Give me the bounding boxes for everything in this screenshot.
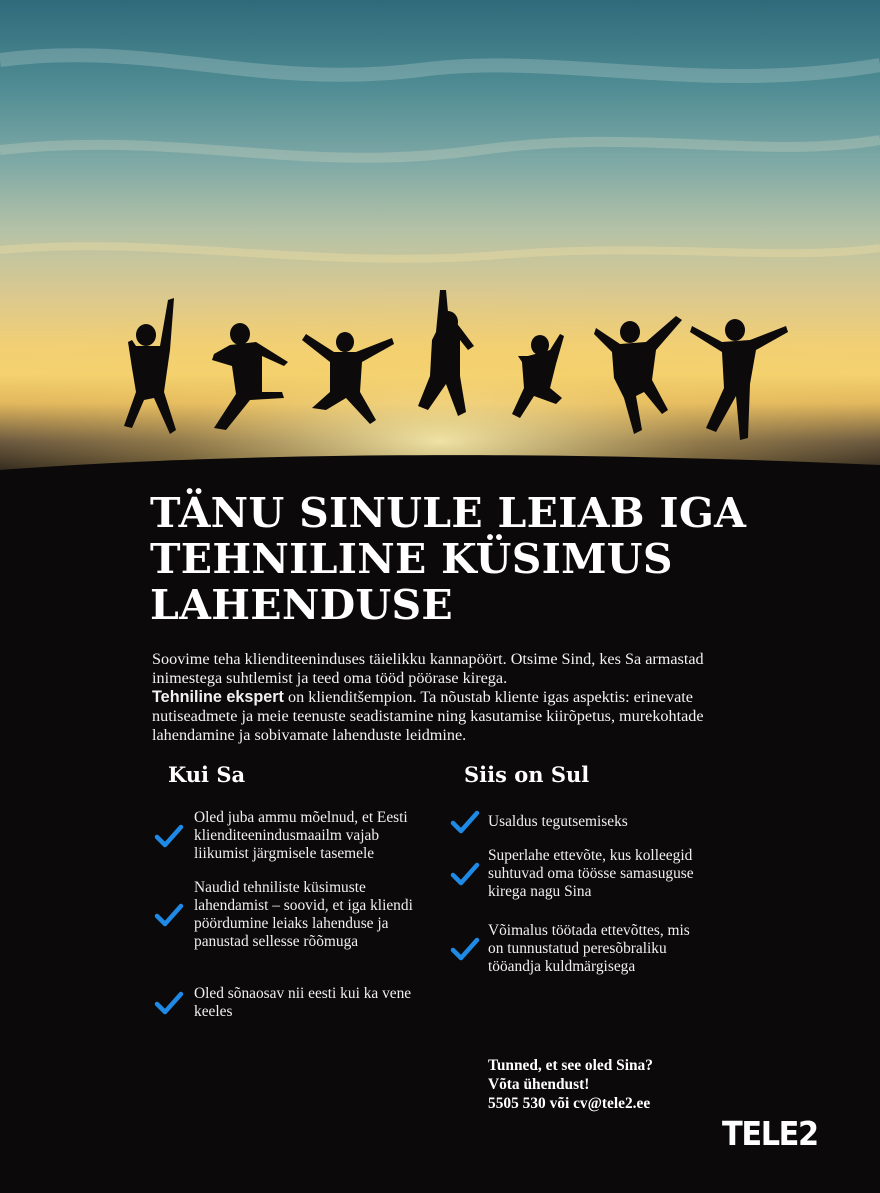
right-item-text-1: Usaldus tegutsemiseks [488, 813, 628, 830]
right-list-item-2 [450, 847, 740, 901]
jumping-people-photo [0, 0, 880, 480]
call-to-action [488, 1056, 653, 1113]
right-item-text-2: Superlahe ettevõte, kus kolleegid suhtuvad oma töösse samasuguse kirega nagu Sina [488, 847, 694, 900]
intro-text-1: Soovime teha klienditeeninduses täielikku kannapöört. Otsime Sind, kes Sa armastad inimestega suhtlemist ja teed oma tööd pöörase kirega. [152, 650, 704, 687]
checkmark-icon [450, 936, 480, 962]
checkmark-icon [154, 902, 184, 928]
left-item-text-1: Oled juba ammu mõelnud, et Eesti klienditeenindusmaailm vajab liikumist järgmisele tasemele [194, 809, 408, 862]
right-list-item-1 [450, 809, 740, 835]
right-item-text-3: Võimalus töötada ettevõttes, mis on tunnustatud peresõbraliku tööandja kuldmärgisega [488, 922, 690, 975]
checkmark-icon [450, 809, 480, 835]
left-list-item-1 [154, 809, 444, 863]
left-list-item-3 [154, 985, 444, 1021]
left-item-text-3: Oled sõnaosav nii eesti kui ka vene keeles [194, 985, 412, 1020]
right-column-heading: Siis on Sul [464, 762, 590, 787]
right-list-item-3 [450, 922, 740, 976]
cta-line-2: Võta ühendust! [488, 1076, 590, 1093]
headline [150, 490, 770, 628]
headline-line-3: LAHENDUSE [150, 581, 453, 629]
intro-text-2: on klienditšempion. Ta nõustab kliente igas aspektis: erinevate nutiseadmete ja meie teenuste seadistamine ning kasutamise kiirõpetus, murekohtade lahendamine ja sobivamate lahenduste leidmine. [152, 688, 704, 744]
left-column-heading: Kui Sa [168, 762, 246, 787]
cta-line-1: Tunned, et see oled Sina? [488, 1057, 653, 1074]
cta-contact[interactable]: 5505 530 või cv@tele2.ee [488, 1095, 651, 1112]
checkmark-icon [154, 990, 184, 1016]
checkmark-icon [154, 823, 184, 849]
intro-paragraph [152, 650, 732, 745]
checkmark-icon [450, 861, 480, 887]
intro-bold-role: Tehniline ekspert [152, 688, 284, 706]
tele2-logo: TELE2 [722, 1114, 818, 1153]
headline-line-1: TÄNU SINULE LEIAB IGA [150, 489, 747, 537]
left-list-item-2 [154, 879, 444, 951]
left-item-text-2: Naudid tehniliste küsimuste lahendamist – soovid, et iga kliendi pöördumine leiaks lahenduse ja panustad sellesse rõõmuga [194, 879, 413, 950]
headline-line-2: TEHNILINE KÜSIMUS [150, 535, 673, 583]
